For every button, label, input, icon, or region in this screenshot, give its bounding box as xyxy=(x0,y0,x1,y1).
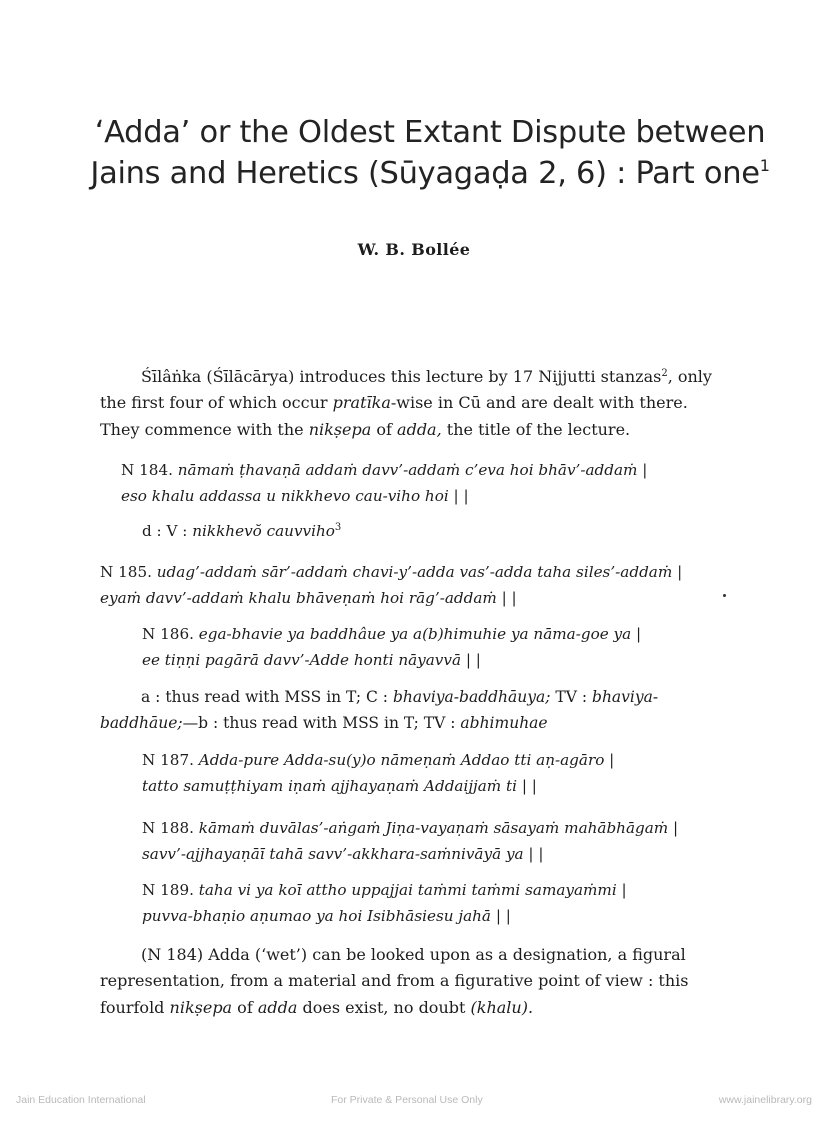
stanza-n185-line-2: eyaṁ davv’-addaṁ khalu bhāveṇaṁ hoi rāg’-addaṁ | | xyxy=(100,589,517,607)
intro-line-3 xyxy=(100,417,730,443)
note-n186-line-1 xyxy=(100,684,730,710)
intro-l2-a: the first four of which occur xyxy=(100,393,333,413)
para-line-1: (N 184) Adda (‘wet’) can be looked upon as a designation, a figural xyxy=(141,945,686,964)
para-l3-italic-1: nikṣepa xyxy=(169,997,233,1017)
para-l3-italic-2: adda xyxy=(257,997,298,1017)
title-line-1: ‘Adda’ or the Oldest Extant Dispute between xyxy=(94,115,766,150)
stanza-number: N 185. xyxy=(100,563,157,581)
stanza-n187-line-2: tatto samuṭṭhiyam iṇaṁ ajjhayaṇaṁ Addaijjaṁ ti | | xyxy=(142,777,537,795)
intro-l3-c: the title of the lecture. xyxy=(441,419,631,439)
intro-l3-italic-2: adda, xyxy=(397,419,442,439)
note-n186-line-2 xyxy=(100,710,730,736)
title-line-2-text: Jains and Heretics (Sūyagaḍa 2, 6) : Part one xyxy=(90,156,760,191)
stanza-n189 xyxy=(142,877,627,929)
intro-l2-italic: pratīka xyxy=(332,393,391,413)
note-a: a : thus read with MSS in T; C : xyxy=(141,688,393,706)
stanza-n189-line-2: puvva-bhaṇio aṇumao ya hoi Isibhāsiesu jahā | | xyxy=(142,907,511,925)
stanza-number: N 186. xyxy=(142,625,199,643)
para-l3-a: fourfold xyxy=(100,997,170,1017)
note-n184-line xyxy=(142,518,341,544)
intro-l3-a: They commence with the xyxy=(100,419,309,439)
para-l3-italic-3: (khalu). xyxy=(470,997,534,1017)
intro-paragraph xyxy=(100,364,730,443)
note-italic-4: abhimuhae xyxy=(460,714,548,733)
intro-line-2 xyxy=(100,390,730,416)
stanza-n188 xyxy=(142,815,678,867)
stanza-text: ega-bhavie ya baddhâue ya a(b)himuhie ya nāma-goe ya | xyxy=(198,625,642,643)
para-l3-b: of xyxy=(232,997,258,1017)
intro-l3-b: of xyxy=(371,419,398,439)
stanza-text: kāmaṁ duvālas’-aṅgaṁ Jiṇa-vayaṇaṁ sāsayaṁ mahābhāgaṁ | xyxy=(198,819,679,837)
stanza-n188-line-1 xyxy=(142,815,678,841)
footer-right[interactable]: www.jainelibrary.org xyxy=(718,1094,812,1106)
stanza-number: N 188. xyxy=(142,819,199,837)
stanza-n186-line-1 xyxy=(142,621,641,647)
footnote-marker-3: 3 xyxy=(334,522,342,533)
intro-l3-italic-1: nikṣepa xyxy=(308,419,372,439)
footer-left: Jain Education International xyxy=(16,1094,146,1106)
stanza-number: N 189. xyxy=(142,881,199,899)
stanza-n189-line-1 xyxy=(142,877,627,903)
footer-center: For Private & Personal Use Only xyxy=(331,1094,483,1106)
note-italic: nikkhevŏ cauvviho xyxy=(192,522,335,540)
author-name: W. B. Bollée xyxy=(357,240,471,259)
para-line-2: representation, from a material and from a figurative point of view : this xyxy=(100,971,689,991)
note-italic-1: bhaviya-baddhāuya; xyxy=(392,688,551,706)
scan-speck xyxy=(723,594,726,597)
note-label: d : V : xyxy=(142,522,193,540)
stanza-text: udag’-addaṁ sār’-addaṁ chavi-y’-adda vas’-adda taha siles’-addaṁ | xyxy=(156,563,683,581)
stanza-n186-line-2: ee tiṇṇi pagārā davv’-Adde honti nāyavvā | | xyxy=(142,651,481,669)
intro-l1-end: , only xyxy=(667,367,712,386)
title-footnote-marker: 1 xyxy=(759,156,770,175)
note-n184 xyxy=(142,518,341,544)
note-italic-3: baddhāue; xyxy=(100,714,183,733)
stanza-n184 xyxy=(121,457,647,509)
stanza-number: N 187. xyxy=(142,751,199,769)
stanza-n185 xyxy=(100,559,682,611)
para-line-3 xyxy=(100,995,730,1021)
title-line-2 xyxy=(70,153,790,194)
stanza-n187 xyxy=(142,747,614,799)
stanza-n184-line-1 xyxy=(121,457,647,483)
note-b: TV : xyxy=(550,688,593,706)
para-l3-c: does exist, no doubt xyxy=(297,997,471,1017)
footnote-marker-2: 2 xyxy=(661,368,668,379)
intro-line-1 xyxy=(100,364,730,390)
stanza-n186 xyxy=(142,621,641,673)
intro-l1-text: Śīlâṅka (Śīlācārya) introduces this lecture by 17 Nijjutti stanzas xyxy=(141,367,662,386)
stanza-n185-line-1 xyxy=(100,559,682,585)
commentary-paragraph xyxy=(100,942,730,1021)
article-title xyxy=(70,112,790,194)
stanza-text: Adda-pure Adda-su(y)o nāmeṇaṁ Addao tti aṇ-agāro | xyxy=(198,751,615,769)
stanza-n187-line-1 xyxy=(142,747,614,773)
stanza-text: nāmaṁ ṭhavaṇā addaṁ davv’-addaṁ c’eva hoi bhāv’-addaṁ | xyxy=(177,461,648,479)
stanza-number: N 184. xyxy=(121,461,178,479)
stanza-text: taha vi ya koī attho uppajjai taṁmi taṁmi samayaṁmi | xyxy=(198,881,627,899)
note-c: —b : thus read with MSS in T; TV : xyxy=(182,714,461,733)
stanza-n188-line-2: savv’-ajjhayaṇāī tahā savv’-akkhara-saṁnivāyā ya | | xyxy=(142,845,544,863)
note-italic-2: bhaviya- xyxy=(592,688,659,706)
intro-l2-b: -wise in Cū and are dealt with there. xyxy=(390,393,688,413)
stanza-n184-line-2: eso khalu addassa u nikkhevo cau-viho hoi | | xyxy=(121,487,469,505)
note-n186 xyxy=(100,684,730,737)
